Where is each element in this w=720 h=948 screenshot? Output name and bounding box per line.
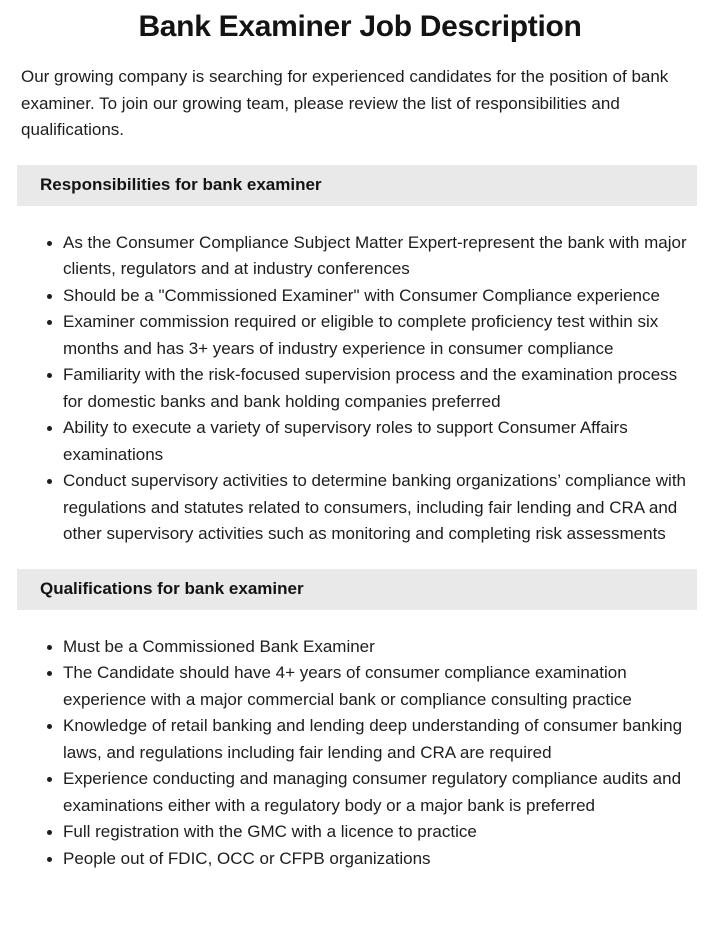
list-item: Familiarity with the risk-focused supervision process and the examination process for domestic banks and bank holding companies preferred xyxy=(49,362,700,415)
intro-paragraph: Our growing company is searching for experienced candidates for the position of bank examiner. To join our growing team, please review the list of responsibilities and qualifications. xyxy=(21,67,669,139)
list-item: Full registration with the GMC with a licence to practice xyxy=(49,819,700,846)
section-header-qualifications xyxy=(17,569,697,610)
list-item: Examiner commission required or eligible to complete proficiency test within six months and has 3+ years of industry experience in consumer compliance xyxy=(49,309,700,362)
page-title: Bank Examiner Job Description xyxy=(138,10,582,43)
section-heading-label: Qualifications for bank examiner xyxy=(40,579,304,598)
list-item: Ability to execute a variety of supervisory roles to support Consumer Affairs examinations xyxy=(49,415,700,468)
section-header-responsibilities xyxy=(17,165,697,206)
list-item: The Candidate should have 4+ years of consumer compliance examination experience with a major commercial bank or compliance consulting practice xyxy=(49,660,700,713)
qualifications-list xyxy=(0,634,700,873)
section-heading-label: Responsibilities for bank examiner xyxy=(40,175,322,194)
list-item: Experience conducting and managing consumer regulatory compliance audits and examinations either with a regulatory body or a major bank is preferred xyxy=(49,766,700,819)
list-item: Should be a "Commissioned Examiner" with Consumer Compliance experience xyxy=(49,283,700,310)
list-item: Conduct supervisory activities to determine banking organizations’ compliance with regulations and statutes related to consumers, including fair lending and CRA and other supervisory activities such as monitoring and completing risk assessments xyxy=(49,468,700,548)
list-item: People out of FDIC, OCC or CFPB organizations xyxy=(49,846,700,873)
list-item: Knowledge of retail banking and lending deep understanding of consumer banking laws, and regulations including fair lending and CRA are required xyxy=(49,713,700,766)
responsibilities-list xyxy=(0,230,700,548)
list-item: Must be a Commissioned Bank Examiner xyxy=(49,634,700,661)
list-item: As the Consumer Compliance Subject Matter Expert-represent the bank with major clients, regulators and at industry conferences xyxy=(49,230,700,283)
